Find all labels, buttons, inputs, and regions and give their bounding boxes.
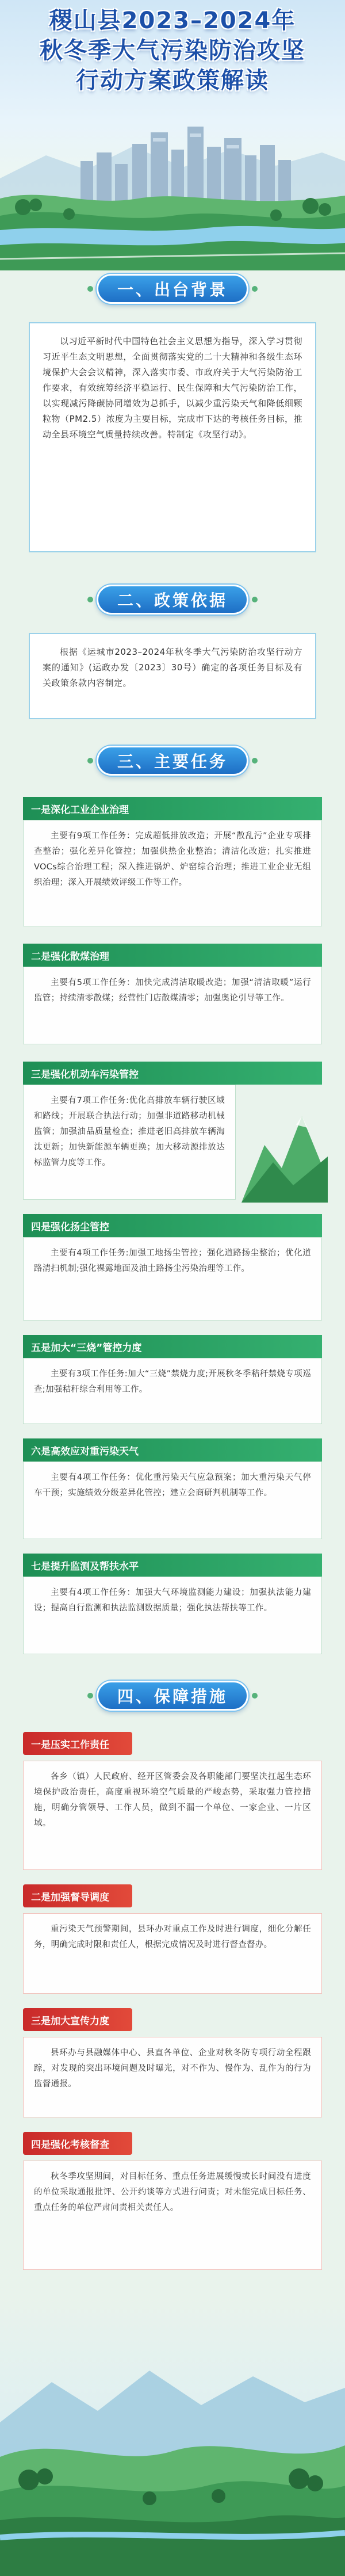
decor-dot <box>252 597 258 602</box>
decor-dot <box>87 286 93 292</box>
task-1-text: 主要有9项工作任务：完成超低排放改造；开展“散乱污”企业专项排查整治；强化差异化管控；加强供热企业整治；清洁化改造；扎实推进VOCs综合治理工程；深入推进锅炉、炉窑综合治理；推进工业企业无组织治理；深入开展绩效评级工作等工作。 <box>34 831 311 887</box>
task-6-heading: 六是高效应对重污染天气 <box>23 1438 322 1461</box>
task-3-body <box>23 1085 236 1200</box>
measure-3-heading: 三是加大宣传力度 <box>23 2008 132 2031</box>
section-1-pill: 一、出台背景 <box>97 274 248 304</box>
mountain-decoration <box>241 1093 328 1203</box>
measure-3-text: 县环办与县融媒体中心、县直各单位、企业对秋冬防专项行动全程跟踪，对发现的突出环境问题及时曝光，对不作为、慢作为、乱作为的行为监督通报。 <box>34 2048 311 2089</box>
measure-4-heading: 四是强化考核督查 <box>23 2132 132 2155</box>
city-skyline-illustration <box>0 92 345 270</box>
task-6-text: 主要有4项工作任务：优化重污染天气应急预案；加大重污染天气停车干预；实施绩效分级差异化管控；建立会商研判机制等工作。 <box>34 1473 311 1498</box>
task-7-body <box>23 1577 322 1654</box>
section-3-title <box>86 742 259 779</box>
hero-banner <box>0 0 345 270</box>
task-7-text: 主要有4项工作任务：加强大气环境监测能力建设；加强执法能力建设；提高自行监测和执法监测数据质量；强化执法帮扶等工作。 <box>34 1588 311 1613</box>
section-1-body <box>29 322 316 552</box>
page-title <box>0 6 345 96</box>
task-3-text: 主要有7项工作任务:优化高排放车辆行驶区域和路线；开展联合执法行动；加强非道路移动机械监管；加强油品质量检查；推进老旧高排放车辆淘汰更新；加快新能源车辆更换；加大移动源排放达标监管力度等工作。 <box>34 1096 225 1167</box>
measure-2-heading: 二是加强督导调度 <box>23 1884 132 1907</box>
measure-1-heading: 一是压实工作责任 <box>23 1732 132 1755</box>
decor-dot <box>252 1693 258 1699</box>
measure-2-body <box>23 1913 322 1994</box>
decor-dot <box>252 758 258 764</box>
decor-dot <box>87 597 93 602</box>
section-2-body <box>29 633 316 719</box>
section-3-pill: 三、主要任务 <box>97 746 248 776</box>
decor-dot <box>252 286 258 292</box>
footer-landscape-illustration <box>0 2296 345 2576</box>
title-line-1: 稷山县2023–2024年 <box>49 7 296 34</box>
measure-1-text: 各乡（镇）人民政府、经开区管委会及各职能部门要坚决扛起生态环境保护政治责任，高度重视环境空气质量的严峻态势，采取强力管控措施，明确分管领导、工作人员，做到不漏一个单位、一家企业、一片区域。 <box>34 1772 311 1828</box>
section-1-title <box>86 270 259 307</box>
task-5-heading: 五是加大“三烧”管控力度 <box>23 1335 322 1358</box>
task-4-text: 主要有4项工作任务:加强工地扬尘管控；强化道路扬尘整治；优化道路清扫机制;强化裸露地面及油土路扬尘污染治理等工作。 <box>34 1249 311 1273</box>
decor-dot <box>87 1693 93 1699</box>
decor-dot <box>87 758 93 764</box>
task-2-heading: 二是强化散煤治理 <box>23 944 322 967</box>
task-1-heading: 一是深化工业企业治理 <box>23 797 322 820</box>
task-7-heading: 七是提升监测及帮扶水平 <box>23 1554 322 1577</box>
section-2-title <box>86 581 259 618</box>
task-4-heading: 四是强化扬尘管控 <box>23 1214 322 1237</box>
task-3-heading: 三是强化机动车污染管控 <box>23 1062 322 1085</box>
measure-1-body <box>23 1761 322 1870</box>
task-4-body <box>23 1237 322 1321</box>
task-1-body <box>23 820 322 926</box>
section-2-pill: 二、政策依据 <box>97 585 248 615</box>
measure-2-text: 重污染天气预警期间，县环办对重点工作及时进行调度，细化分解任务，明确完成时限和责任人，根据完成情况及时进行督查督办。 <box>34 1925 311 1949</box>
task-5-body <box>23 1358 322 1424</box>
measure-4-body <box>23 2161 322 2270</box>
background-paragraph: 以习近平新时代中国特色社会主义思想为指导，深入学习贯彻习近平生态文明思想，全面贯彻落实党的二十大精神和各级生态环境保护大会会议精神，深入落实市委、市政府关于大气污染防治工作要求，有效统筹经济平稳运行、民生保障和大气污染防治工作，以实现减污降碳协同增效为总抓手，以减少重污染天气和降低细颗粒物（PM2.5）浓度为主要目标，完成市下达的考核任务目标，推动全县环境空气质量持续改善。特制定《攻坚行动》。 <box>43 336 302 440</box>
task-5-text: 主要有3项工作任务:加大“三烧”禁烧力度;开展秋冬季秸秆禁烧专项巡查;加强秸秆综合利用等工作。 <box>34 1369 311 1394</box>
task-2-text: 主要有5项工作任务：加快完成清洁取暖改造；加强“清洁取暖”运行监管；持续清零散煤；经营性门店散煤清零；加强奥论引导等工作。 <box>34 978 311 1003</box>
measure-3-body <box>23 2037 322 2117</box>
measure-4-text: 秋冬季攻坚期间，对目标任务、重点任务进展缓慢或长时间没有进度的单位采取通报批评、公开约谈等方式进行问责；对未能完成目标任务、重点任务的单位严肃问责相关责任人。 <box>34 2172 311 2212</box>
title-line-2: 秋冬季大气污染防治攻坚 <box>40 37 305 64</box>
task-6-body <box>23 1461 322 1539</box>
basis-paragraph: 根据《运城市2023–2024年秋冬季大气污染防治攻坚行动方案的通知》(运政办发〔2023〕30号）确定的各项任务目标及有关政策条款内容制定。 <box>43 647 302 688</box>
title-line-3: 行动方案政策解读 <box>76 67 269 94</box>
section-4-title <box>86 1677 259 1714</box>
section-4-pill: 四、保障措施 <box>97 1681 248 1711</box>
task-2-body <box>23 967 322 1044</box>
